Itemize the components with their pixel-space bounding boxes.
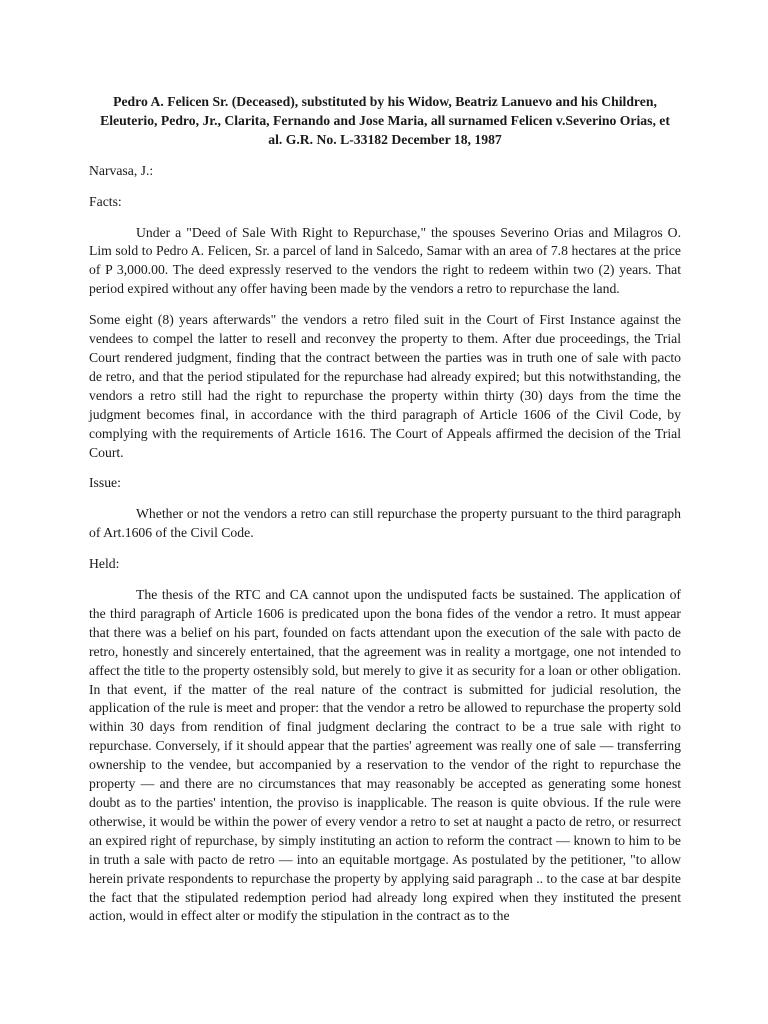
facts-paragraph-1: Under a "Deed of Sale With Right to Repurchase," the spouses Severino Orias and Milagros O. Lim sold to Pedro A. Felicen, Sr. a parcel of land in Salcedo, Samar with an area of 7.8 hectares at the price of P 3,000.00. The deed expressly reserved to the vendors the right to redeem within two (2) years. That period expired without any offer having been made by the vendors a retro to repurchase the land. [89, 224, 681, 297]
facts-heading: Facts: [89, 193, 122, 209]
ponente: Narvasa, J.: [89, 162, 154, 178]
document-page [89, 93, 681, 938]
case-title: Pedro A. Felicen Sr. (Deceased), substituted by his Widow, Beatriz Lanuevo and his Children, Eleuterio, Pedro, Jr., Clarita, Fernando and Jose Maria, all surnamed Felicen v.Severino Orias, et al. G.R. No. L-33182 December 18, 1987 [100, 94, 670, 147]
issue-heading: Issue: [89, 475, 121, 491]
issue-paragraph: Whether or not the vendors a retro can still repurchase the property pursuant to the third paragraph of Art.1606 of the Civil Code. [89, 506, 681, 541]
held-heading: Held: [89, 556, 120, 572]
held-paragraph: The thesis of the RTC and CA cannot upon the undisputed facts be sustained. The application of the third paragraph of Article 1606 is predicated upon the bona fides of the vendor a retro. It must appear that there was a belief on his part, founded on facts attendant upon the execution of the sale with pacto de retro, honestly and sincerely entertained, that the agreement was in reality a mortgage, one not intended to affect the title to the property ostensibly sold, but merely to give it as security for a loan or other obligation. In that event, if the matter of the real nature of the contract is submitted for judicial resolution, the application of the rule is meet and proper: that the vendor a retro be allowed to repurchase the property sold within 30 days from rendition of final judgment declaring the contract to be a true sale with right to repurchase. Conversely, if it should appear that the parties' agreement was really one of sale — transferring ownership to the vendee, but accompanied by a reservation to the vendor of the right to repurchase the property — and there are no circumstances that may reasonably be accepted as generating some honest doubt as to the parties' intention, the proviso is inapplicable. The reason is quite obvious. If the rule were otherwise, it would be within the power of every vendor a retro to set at naught a pacto de retro, or resurrect an expired right of repurchase, by simply instituting an action to reform the contract — known to him to be in truth a sale with pacto de retro — into an equitable mortgage. As postulated by the petitioner, "to allow herein private respondents to repurchase the property by applying said paragraph .. to the case at bar despite the fact that the stipulated redemption period had already long expired when they instituted the present action, would in effect alter or modify the stipulation in the contract as to the [89, 587, 681, 924]
facts-paragraph-2: Some eight (8) years afterwards" the vendors a retro filed suit in the Court of First Instance against the vendees to compel the latter to resell and reconvey the property to them. After due proceedings, the Trial Court rendered judgment, finding that the contract between the parties was in truth one of sale with pacto de retro, and that the period stipulated for the repurchase had already expired; but this notwithstanding, the vendors a retro still had the right to repurchase the property within thirty (30) days from the time the judgment becomes final, in accordance with the third paragraph of Article 1606 of the Civil Code, by complying with the requirements of Article 1616. The Court of Appeals affirmed the decision of the Trial Court. [89, 312, 681, 460]
